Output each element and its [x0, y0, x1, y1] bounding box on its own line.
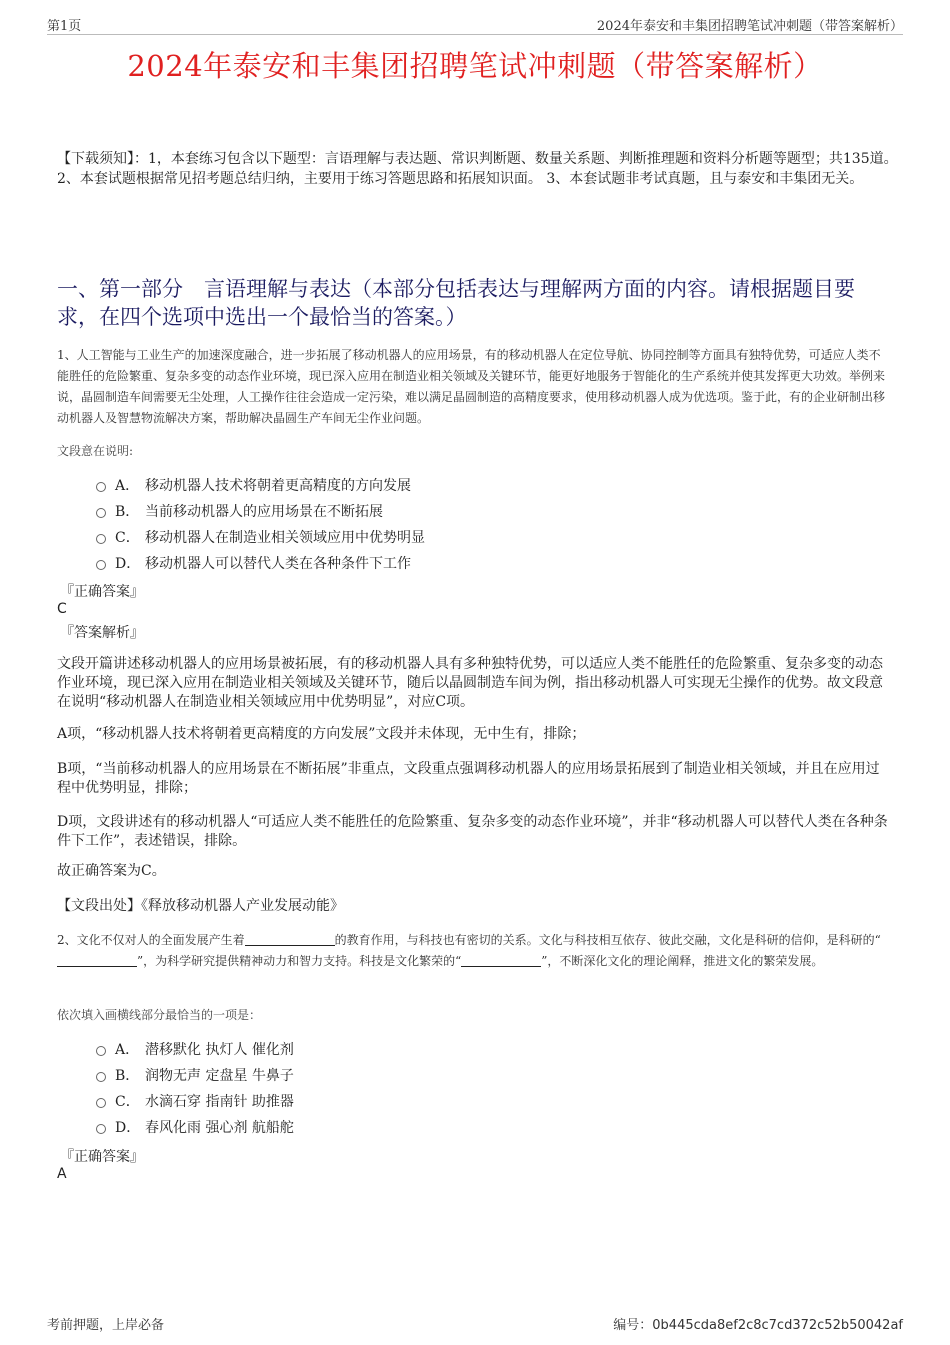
- analysis-paragraph: B项，“当前移动机器人的应用场景在不断拓展”非重点，文段重点强调移动机器人的应用场景拓展到了制造业相关领域，并且在应用过程中优势明显，排除；: [57, 761, 880, 796]
- question-1-option-b[interactable]: B． 当前移动机器人的应用场景在不断拓展: [96, 502, 383, 522]
- question-2-option-b[interactable]: B． 润物无声 定盘星 牛鼻子: [96, 1066, 294, 1086]
- radio-icon[interactable]: [96, 534, 106, 544]
- radio-icon[interactable]: [96, 508, 106, 518]
- page-footer: [47, 1314, 903, 1333]
- radio-icon[interactable]: [96, 560, 106, 570]
- question-1-text: 1、人工智能与工业生产的加速深度融合，进一步拓展了移动机器人的应用场景，有的移动机器人在定位导航、协同控制等方面具有独特优势，可适应人类不能胜任的危险繁重、复杂多变的动态作业环境，现已深入应用在制造业相关领域及关键环节，能更好地服务于智能化的生产系统并使其发挥更大功效。举例来说，晶圆制造车间需要无尘处理，人工操作往往会造成一定污染，难以满足晶圆制造的高精度要求，使用移动机器人成为优选项。鉴于此，有的企业研制出移动机器人及智慧物流解决方案，帮助解决晶圆生产车间无尘作业问题。: [57, 348, 886, 425]
- analysis-paragraph: 故正确答案为C。: [57, 863, 166, 879]
- footer-code: 编号：0b445cda8ef2c8c7cd372c52b50042af: [613, 1318, 903, 1333]
- radio-icon[interactable]: [96, 1124, 106, 1134]
- page-number: 第1页: [47, 19, 82, 34]
- fill-blank-3[interactable]: [461, 954, 541, 967]
- fill-blank-2[interactable]: [57, 954, 137, 967]
- question-2-answer: A: [57, 1166, 67, 1182]
- analysis-paragraph: D项，文段讲述有的移动机器人“可适应人类不能胜任的危险繁重、复杂多变的动态作业环境”，并非“移动机器人可以替代人类在各种条件下工作”，表述错误，排除。: [57, 814, 888, 849]
- question-2-option-d[interactable]: D． 春风化雨 强心剂 航船舵: [96, 1118, 294, 1138]
- question-1-source: 【文段出处】《释放移动机器人产业发展动能》: [57, 898, 344, 914]
- radio-icon[interactable]: [96, 1072, 106, 1082]
- radio-icon[interactable]: [96, 482, 106, 492]
- question-1-option-d[interactable]: D． 移动机器人可以替代人类在各种条件下工作: [96, 554, 411, 574]
- page-title: 2024年泰安和丰集团招聘笔试冲刺题（带答案解析）: [127, 49, 823, 83]
- section-heading: 一、第一部分 言语理解与表达（本部分包括表达与理解两方面的内容。请根据题目要求，在四个选项中选出一个最恰当的答案。）: [57, 277, 855, 329]
- question-1-answer-label: 『正确答案』: [60, 584, 144, 600]
- question-1-option-a[interactable]: A． 移动机器人技术将朝着更高精度的方向发展: [96, 476, 411, 496]
- question-1-option-c[interactable]: C． 移动机器人在制造业相关领域应用中优势明显: [96, 528, 425, 548]
- page-header: [47, 14, 903, 35]
- header-doc-title: 2024年泰安和丰集团招聘笔试冲刺题（带答案解析）: [596, 19, 903, 34]
- question-2-option-c[interactable]: C． 水滴石穿 指南针 助推器: [96, 1092, 294, 1112]
- radio-icon[interactable]: [96, 1098, 106, 1108]
- analysis-paragraph: A项，“移动机器人技术将朝着更高精度的方向发展”文段并未体现，无中生有，排除；: [57, 726, 586, 742]
- download-notice: 【下载须知】：1，本套练习包含以下题型：言语理解与表达题、常识判断题、数量关系题、判断推理题和资料分析题等题型；共135道。 2、本套试题根据常见招考题总结归纳，主要用于练习答题思路和拓展知识面。 3、本套试题非考试真题，且与泰安和丰集团无关。: [57, 151, 898, 187]
- footer-slogan: 考前押题，上岸必备: [47, 1318, 165, 1333]
- question-2-text: 2、文化不仅对人的全面发展产生着 的教育作用，与科技也有密切的关系。文化与科技相互依存、彼此交融，文化是科研的信仰，是科研的“”，为科学研究提供精神动力和智力支持。科技是文化繁荣的“ ”，不断深化文化的理论阐释，推进文化的繁荣发展。: [57, 933, 881, 968]
- question-2-prompt: 依次填入画横线部分最恰当的一项是：: [57, 1008, 262, 1022]
- fill-blank-1[interactable]: [245, 933, 335, 946]
- question-2-option-a[interactable]: A． 潜移默化 执灯人 催化剂: [96, 1040, 294, 1060]
- question-1-analysis-label: 『答案解析』: [60, 625, 144, 641]
- question-2-answer-label: 『正确答案』: [60, 1149, 144, 1165]
- radio-icon[interactable]: [96, 1046, 106, 1056]
- question-1-prompt: 文段意在说明:: [57, 444, 134, 458]
- question-1-answer: C: [57, 601, 67, 617]
- analysis-paragraph: 文段开篇讲述移动机器人的应用场景被拓展，有的移动机器人具有多种独特优势，可以适应人类不能胜任的危险繁重、复杂多变的动态作业环境，现已深入应用在制造业相关领域及关键环节，随后以晶圆制造车间为例，指出移动机器人可实现无尘操作的优势。故文段意在说明“移动机器人在制造业相关领域应用中优势明显”，对应C项。: [57, 656, 883, 710]
